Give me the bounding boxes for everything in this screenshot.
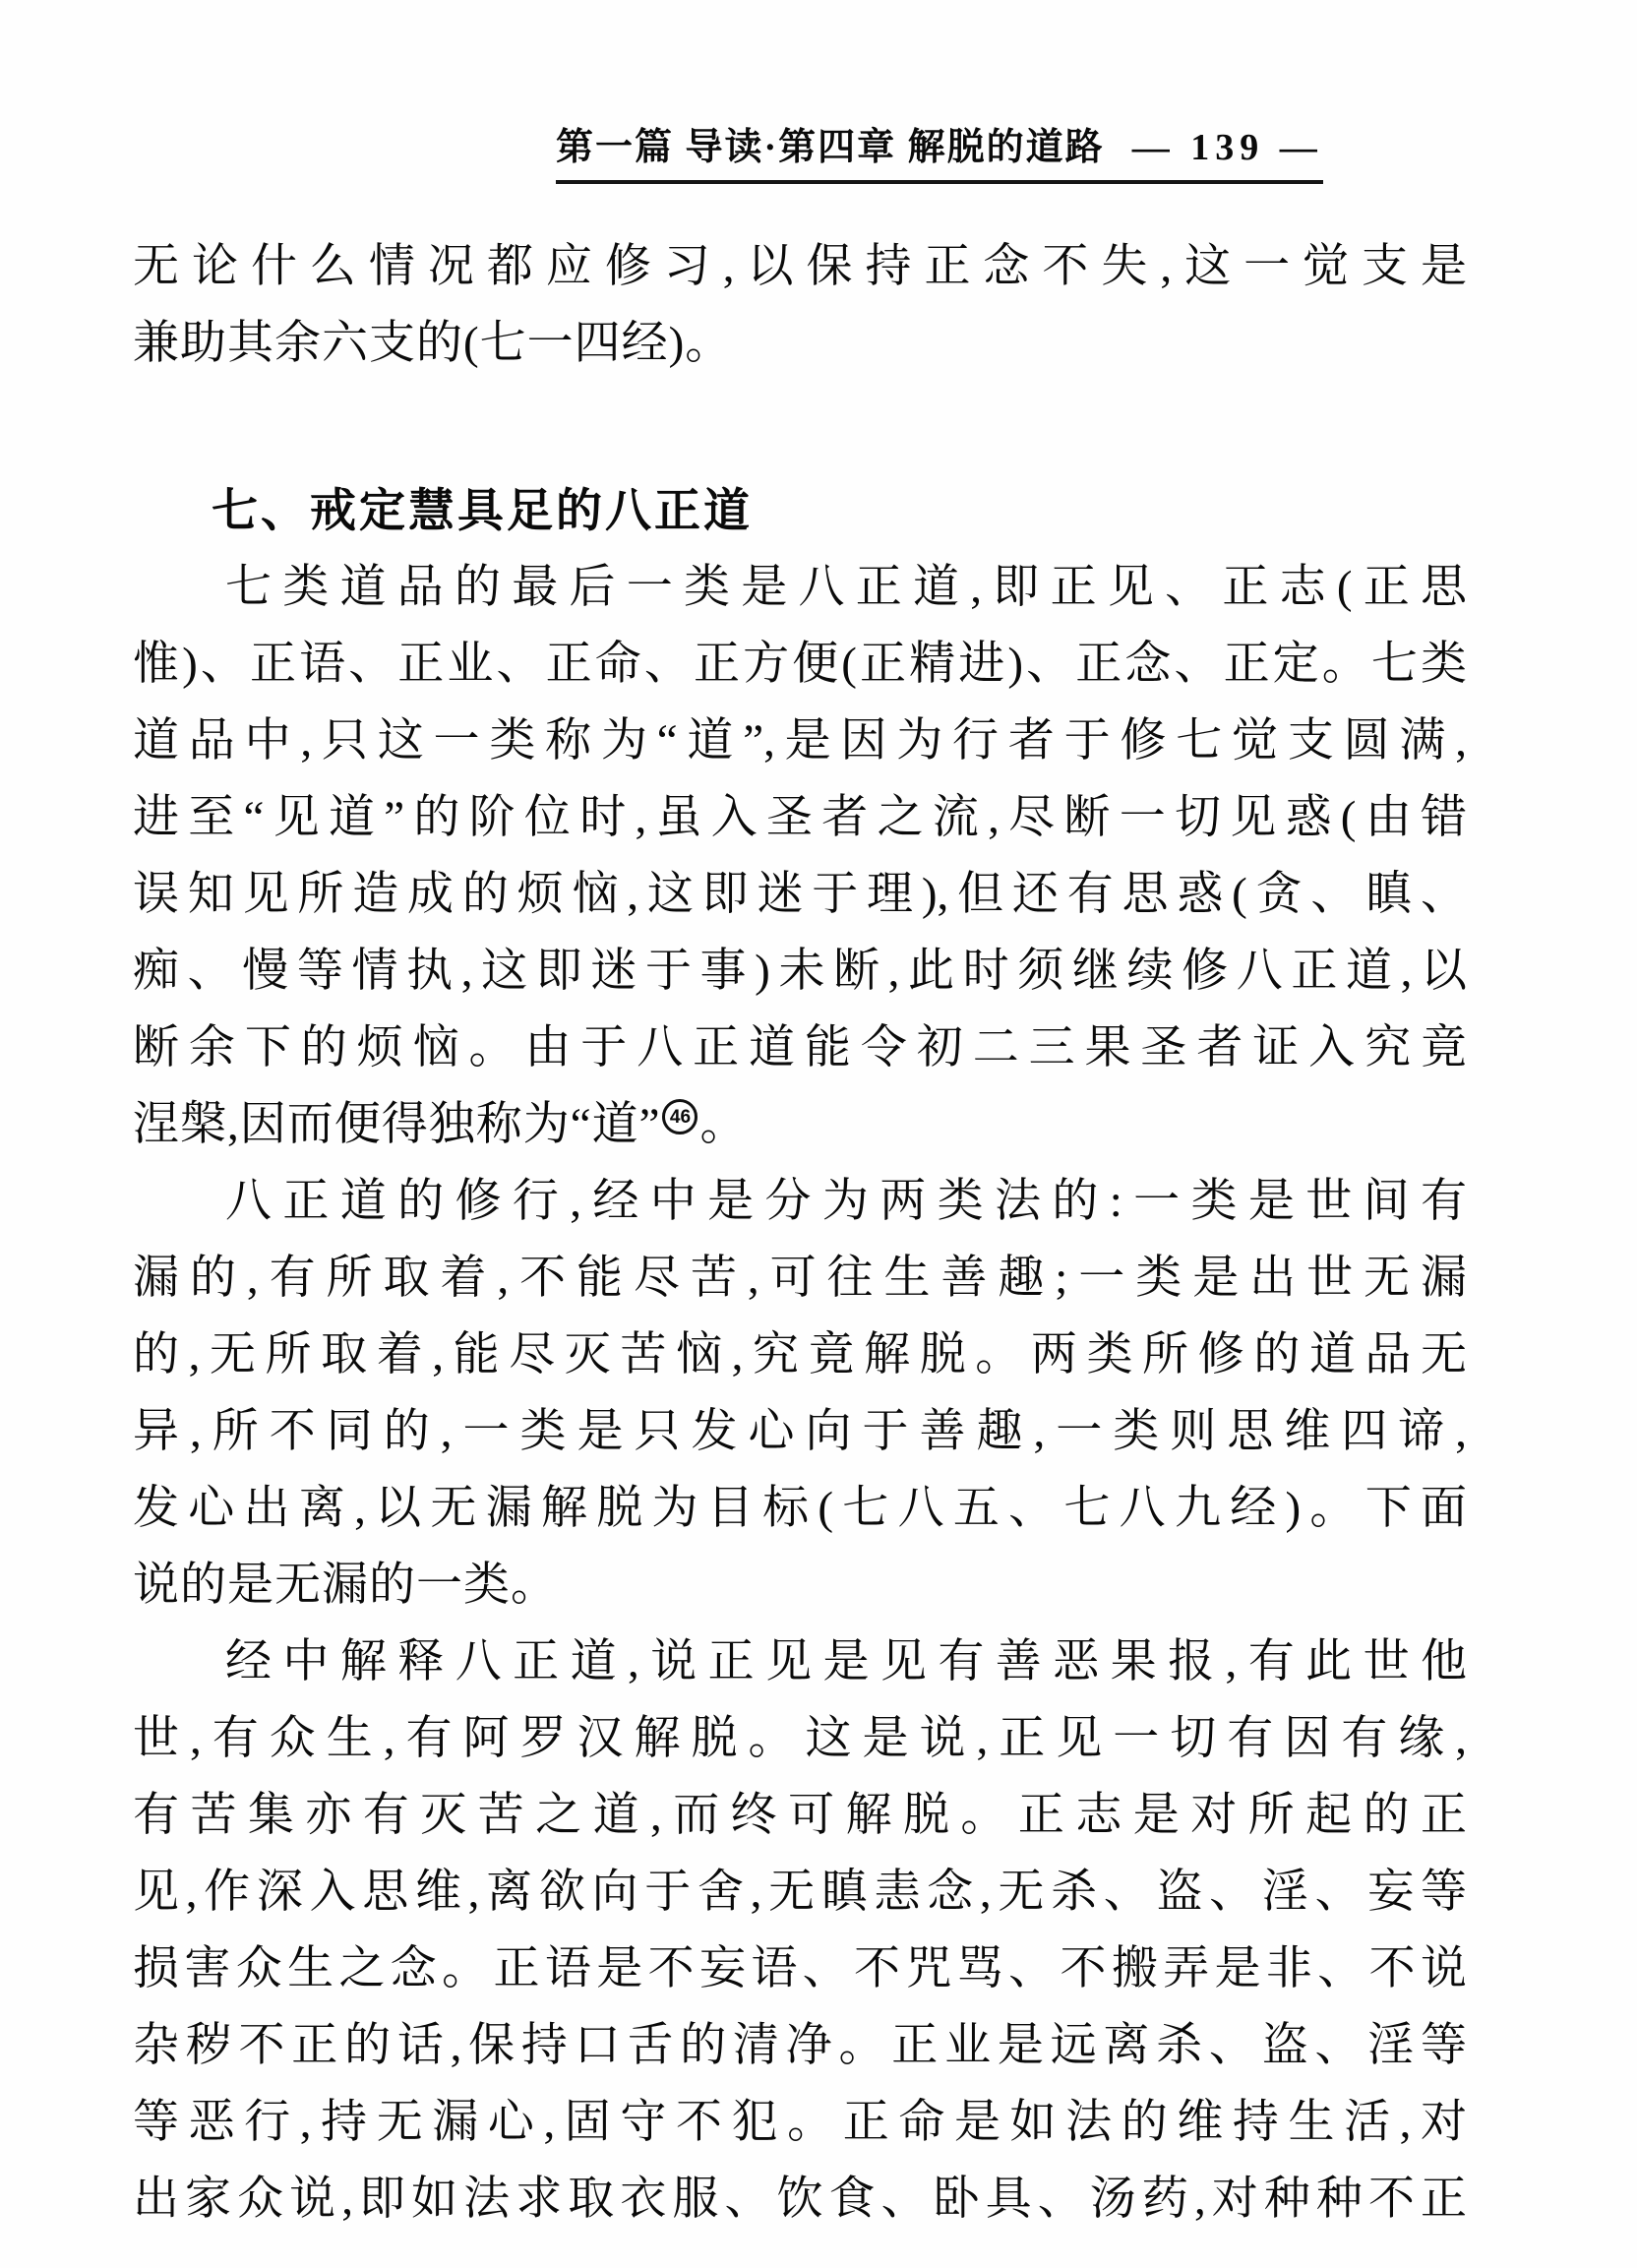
text-line: 道品中,只这一类称为“道”,是因为行者于修七觉支圆满, bbox=[133, 715, 1467, 766]
text-line: 涅槃,因而便得独称为“道” 46 。 bbox=[133, 1099, 748, 1150]
text-line: 见,作深入思维,离欲向于舍,无瞋恚念,无杀、盗、淫、妄等 bbox=[133, 1867, 1467, 1918]
text-line: 说的是无漏的一类。 bbox=[133, 1560, 558, 1611]
text-line: 出家众说,即如法求取衣服、饮食、卧具、汤药,对种种不正 bbox=[133, 2174, 1467, 2225]
page-body bbox=[133, 228, 1467, 2237]
section-heading: 七、戒定慧具足的八正道 bbox=[212, 484, 753, 536]
text-line: 惟)、正语、正业、正命、正方便(正精进)、正念、正定。七类 bbox=[133, 639, 1467, 690]
running-header bbox=[556, 116, 1323, 184]
text-line: 的,无所取着,能尽灭苦恼,究竟解脱。两类所修的道品无 bbox=[133, 1329, 1467, 1380]
text-line: 有苦集亦有灭苦之道,而终可解脱。正志是对所起的正 bbox=[133, 1790, 1467, 1841]
text-line: 杂秽不正的话,保持口舌的清净。正业是远离杀、盗、淫等 bbox=[133, 2020, 1467, 2071]
text-line: 无论什么情况都应修习,以保持正念不失,这一觉支是 bbox=[133, 241, 1467, 292]
text-line: 进至“见道”的阶位时,虽入圣者之流,尽断一切见惑(由错 bbox=[133, 792, 1467, 843]
text-line: 发心出离,以无漏解脱为目标(七八五、七八九经)。下面 bbox=[133, 1483, 1467, 1534]
page-number: — 139 — bbox=[1131, 127, 1323, 168]
text-line: 断余下的烦恼。由于八正道能令初二三果圣者证入究竟 bbox=[133, 1022, 1467, 1073]
footnote-marker: 46 bbox=[662, 1099, 697, 1134]
text-line: 痴、慢等情执,这即迷于事)未断,此时须继续修八正道,以 bbox=[133, 946, 1467, 997]
text-line: 兼助其余六支的(七一四经)。 bbox=[133, 318, 733, 369]
text-line: 经中解释八正道,说正见是见有善恶果报,有此世他 bbox=[225, 1636, 1467, 1687]
text-line: 异,所不同的,一类是只发心向于善趣,一类则思维四谛, bbox=[133, 1406, 1467, 1457]
text-line: 漏的,有所取着,不能尽苦,可往生善趣;一类是出世无漏 bbox=[133, 1253, 1467, 1304]
text-line: 七类道品的最后一类是八正道,即正见、正志(正思 bbox=[225, 562, 1467, 613]
text-line: 误知见所造成的烦恼,这即迷于理),但还有思惑(贪、瞋、 bbox=[133, 869, 1467, 920]
text-line: 损害众生之念。正语是不妄语、不咒骂、不搬弄是非、不说 bbox=[133, 1943, 1467, 1994]
text-line: 等恶行,持无漏心,固守不犯。正命是如法的维持生活,对 bbox=[133, 2097, 1467, 2148]
running-title: 第一篇 导读·第四章 解脱的道路 bbox=[556, 127, 1105, 168]
text-line: 八正道的修行,经中是分为两类法的:一类是世间有 bbox=[225, 1176, 1467, 1227]
text-line: 世,有众生,有阿罗汉解脱。这是说,正见一切有因有缘, bbox=[133, 1713, 1467, 1764]
